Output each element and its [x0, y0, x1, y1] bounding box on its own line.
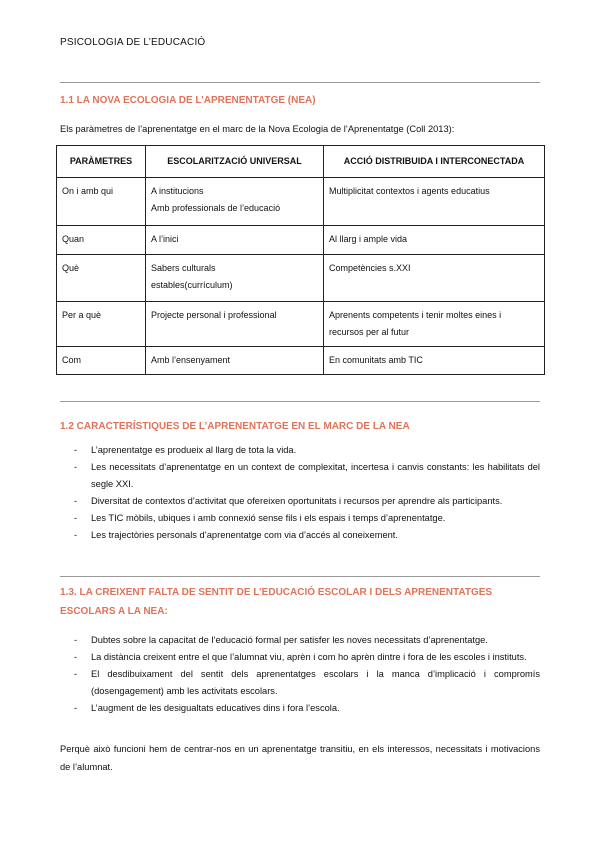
- dash-bullet-icon: -: [74, 635, 78, 645]
- list-item: - L’augment de les desigualtats educatives dins i fora l’escola.: [60, 700, 540, 717]
- dash-bullet-icon: -: [74, 445, 78, 455]
- school-cell: [146, 347, 324, 375]
- table-row: [57, 226, 545, 255]
- section-divider: [60, 576, 540, 577]
- dash-bullet-icon: -: [74, 530, 78, 540]
- section-divider: [60, 82, 540, 83]
- list-item: - Les TIC mòbils, ubiques i amb connexió sense fils i els espais i temps d’aprenentatge.: [60, 510, 540, 527]
- running-head: PSICOLOGIA DE L’EDUCACIÓ: [60, 37, 206, 48]
- table-header-row: [57, 146, 545, 178]
- cell-line: Sabers culturals: [151, 263, 216, 273]
- section-divider: [60, 401, 540, 402]
- school-cell: [146, 302, 324, 347]
- section-3-list: [60, 632, 540, 717]
- list-item: - Les trajectòries personals d’aprenentatge com via d’accés al coneixement.: [60, 527, 540, 544]
- table-row: [57, 302, 545, 347]
- section-2-title: 1.2 CARACTERÍSTIQUES DE L’APRENENTATGE EN EL MARC DE LA NEA: [60, 421, 410, 432]
- table-header-cell: PARÀMETRES: [57, 146, 146, 178]
- section-3-title: 1.3. LA CREIXENT FALTA DE SENTIT DE L’EDUCACIÓ ESCOLAR I DELS APRENENTATGES ESCOLARS A LA NEA:: [60, 587, 493, 617]
- cell-line: Amb professionals de l’educació: [151, 203, 281, 213]
- cell-line: Competències s.XXI: [329, 263, 411, 273]
- param-cell: Per a què: [57, 302, 146, 347]
- action-cell: [324, 302, 545, 347]
- cell-line: A institucions: [151, 186, 204, 196]
- list-item: - L’aprenentatge es produeix al llarg de tota la vida.: [60, 442, 540, 459]
- action-cell: [324, 255, 545, 302]
- cell-line: Multiplicitat contextos i agents educatius: [329, 186, 490, 196]
- cell-line: Aprenents competents i tenir moltes eines i: [329, 310, 502, 320]
- param-cell: Quan: [57, 226, 146, 255]
- cell-line: Amb l’ensenyament: [151, 355, 231, 365]
- dash-bullet-icon: -: [74, 652, 78, 662]
- action-cell: [324, 178, 545, 226]
- school-cell: [146, 178, 324, 226]
- parameters-table: [56, 145, 545, 375]
- list-item: - El desdibuixament del sentit dels aprenentatges escolars i la manca d’implicació i compromís (dosengagement) amb les activitats escolars.: [60, 666, 540, 700]
- section-1-title: 1.1 LA NOVA ECOLOGIA DE L’APRENENTATGE (NEA): [60, 95, 316, 106]
- param-cell: Com: [57, 347, 146, 375]
- cell-line: Projecte personal i professional: [151, 310, 277, 320]
- dash-bullet-icon: -: [74, 513, 78, 523]
- param-cell: Què: [57, 255, 146, 302]
- cell-line: Al llarg i ample vida: [329, 234, 408, 244]
- list-item: - Diversitat de contextos d’activitat que ofereixen oportunitats i recursos per aprendre als participants.: [60, 493, 540, 510]
- school-cell: [146, 226, 324, 255]
- closing-paragraph: Perquè això funcioni hem de centrar-nos en un aprenentatge transitiu, en els interessos, necessitats i motivacions de l’alumnat.: [60, 744, 540, 772]
- section-2-list: [60, 442, 540, 544]
- table-row: [57, 178, 545, 226]
- dash-bullet-icon: -: [74, 669, 78, 679]
- list-item: - La distància creixent entre el que l’alumnat viu, aprèn i com ho aprèn dintre i fora de les escoles i instituts.: [60, 649, 540, 666]
- table-header-cell: ESCOLARITZACIÓ UNIVERSAL: [146, 146, 324, 178]
- section-1-intro: Els paràmetres de l’aprenentatge en el marc de la Nova Ecologia de l’Aprenentatge (Coll 2013):: [60, 124, 455, 134]
- dash-bullet-icon: -: [74, 496, 78, 506]
- school-cell: [146, 255, 324, 302]
- action-cell: [324, 347, 545, 375]
- table-row: [57, 255, 545, 302]
- dash-bullet-icon: -: [74, 703, 78, 713]
- table-header-cell: ACCIÓ DISTRIBUIDA I INTERCONECTADA: [324, 146, 545, 178]
- cell-line: En comunitats amb TIC: [329, 355, 423, 365]
- param-cell: On i amb qui: [57, 178, 146, 226]
- table-row: [57, 347, 545, 375]
- list-item: - Les necessitats d’aprenentatge en un context de complexitat, incertesa i canvis constants: les habilitats del segle XXI.: [60, 459, 540, 493]
- list-item: - Dubtes sobre la capacitat de l’educació formal per satisfer les noves necessitats d’aprenentatge.: [60, 632, 540, 649]
- action-cell: [324, 226, 545, 255]
- cell-line: recursos per al futur: [329, 327, 410, 337]
- dash-bullet-icon: -: [74, 462, 78, 472]
- cell-line: A l’inici: [151, 234, 179, 244]
- cell-line: estables(currículum): [151, 280, 233, 290]
